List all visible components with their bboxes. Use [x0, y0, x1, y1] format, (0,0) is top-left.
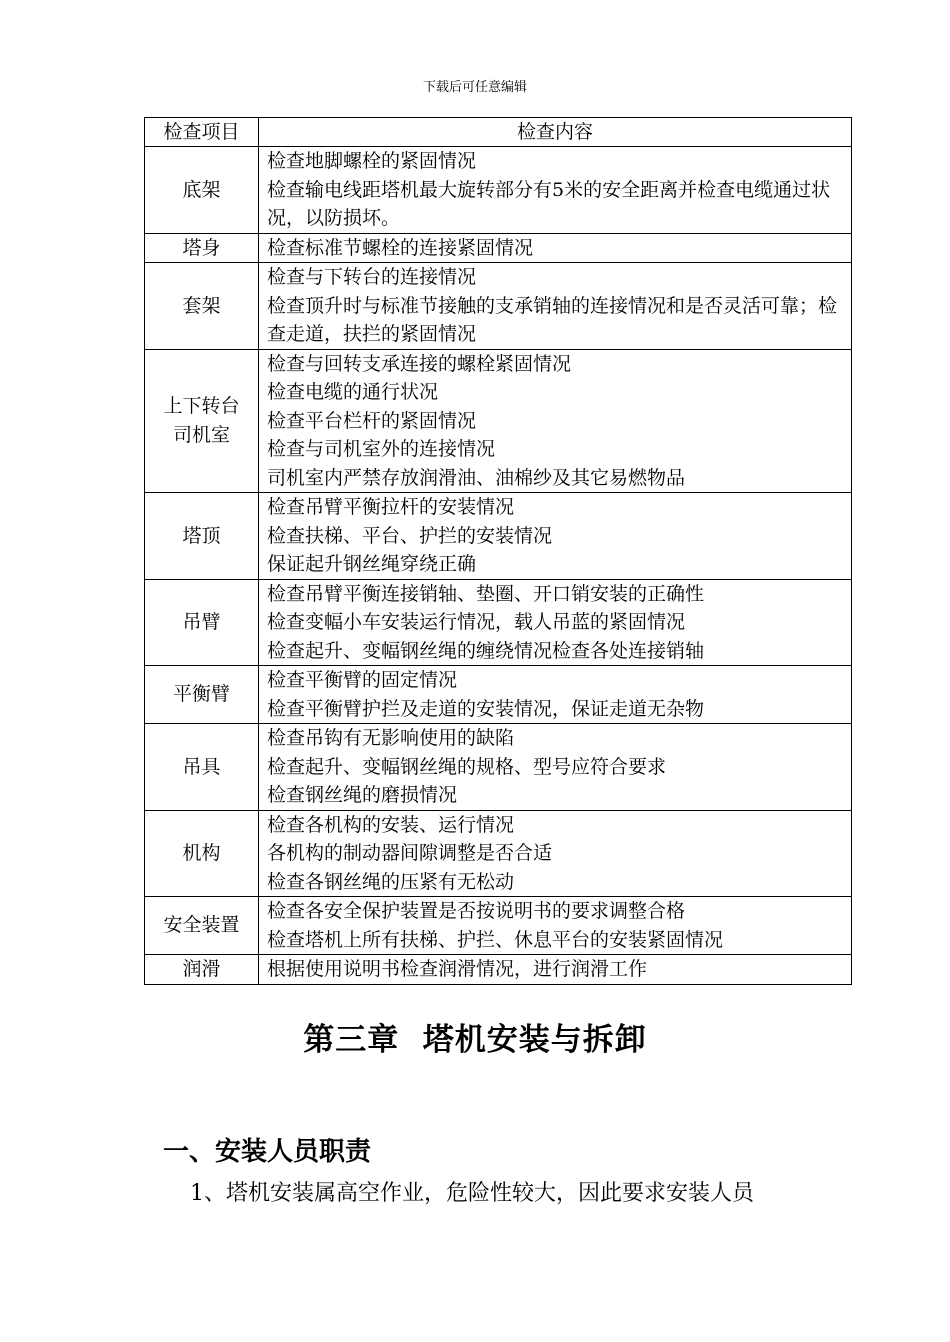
- inspection-item-cell: [145, 666, 259, 724]
- inspection-content-line: 司机室内严禁存放润滑油、油棉纱及其它易燃物品: [267, 466, 686, 489]
- chapter-title: 第三章 塔机安装与拆卸: [303, 1022, 647, 1058]
- inspection-item-label: 上下转台: [163, 395, 240, 418]
- page-header-note: 下载后可任意编辑: [422, 80, 527, 95]
- inspection-content-line: 根据使用说明书检查润滑情况，进行润滑工作: [267, 958, 648, 980]
- inspection-item-label: 润滑: [182, 958, 221, 980]
- inspection-content-line: 检查塔机上所有扶梯、护拦、休息平台的安装紧固情况: [267, 928, 724, 951]
- inspection-content-cell: [259, 147, 852, 234]
- inspection-content-line: 检查电缆的通行状况: [267, 381, 439, 403]
- inspection-item-cell: [145, 579, 259, 666]
- inspection-content-line: 检查平衡臂的固定情况: [267, 669, 458, 691]
- inspection-content-cell: [259, 810, 852, 897]
- inspection-content-line: 检查各机构的安装、运行情况: [267, 813, 515, 836]
- column-header-content: 检查内容: [259, 118, 852, 147]
- inspection-item-label: 安全装置: [163, 914, 240, 937]
- inspection-item-cell: [145, 349, 259, 493]
- inspection-item-cell: [145, 263, 259, 350]
- table-row: [145, 810, 852, 897]
- inspection-content-line: 检查各钢丝绳的压紧有无松动: [267, 870, 515, 893]
- inspection-content-line: 检查标准节螺栓的连接紧固情况: [267, 236, 534, 259]
- inspection-item-label: 吊臂: [182, 611, 221, 633]
- inspection-item-cell: [145, 233, 259, 263]
- inspection-content-line: 检查各安全保护装置是否按说明书的要求调整合格: [267, 900, 686, 922]
- inspection-content-line: 检查与司机室外的连接情况: [267, 438, 496, 460]
- table-row: [145, 724, 852, 811]
- inspection-content-line: 检查扶梯、平台、护拦的安装情况: [267, 524, 553, 547]
- inspection-item-label: 塔身: [182, 236, 221, 259]
- table-row: [145, 666, 852, 724]
- table-row: [145, 897, 852, 955]
- table-header-row: [145, 118, 852, 147]
- inspection-content-line: 检查变幅小车安装运行情况，载人吊蓝的紧固情况: [267, 611, 686, 633]
- inspection-content-cell: [259, 263, 852, 350]
- inspection-item-label: 塔顶: [182, 524, 221, 547]
- inspection-content-line: 检查地脚螺栓的紧固情况: [267, 150, 477, 172]
- inspection-content-cell: [259, 233, 852, 263]
- inspection-content-cell: [259, 666, 852, 724]
- inspection-table: [144, 117, 852, 985]
- inspection-item-label: 套架: [182, 294, 221, 317]
- inspection-content-line: 检查顶升时与标准节接触的支承销轴的连接情况和是否灵活可靠；检查走道，扶拦的紧固情况: [267, 294, 838, 345]
- table-row: [145, 349, 852, 493]
- inspection-content-cell: [259, 579, 852, 666]
- column-header-item: 检查项目: [145, 118, 259, 147]
- inspection-item-cell: [145, 897, 259, 955]
- inspection-content-line: 检查与回转支承连接的螺栓紧固情况: [267, 352, 572, 375]
- inspection-content-line: 各机构的制动器间隙调整是否合适: [267, 842, 553, 864]
- inspection-content-cell: [259, 349, 852, 493]
- inspection-item-label: 底架: [182, 178, 221, 201]
- inspection-content-cell: [259, 724, 852, 811]
- inspection-item-label: 机构: [182, 842, 221, 864]
- inspection-item-cell: [145, 147, 259, 234]
- table-body: [145, 147, 852, 985]
- table-row: [145, 493, 852, 580]
- inspection-content-line: 检查吊臂平衡连接销轴、垫圈、开口销安装的正确性: [267, 582, 705, 605]
- inspection-content-line: 检查钢丝绳的磨损情况: [267, 784, 458, 806]
- inspection-content-line: 检查与下转台的连接情况: [267, 266, 477, 288]
- inspection-content-line: 检查吊钩有无影响使用的缺陷: [267, 727, 515, 749]
- inspection-content-cell: [259, 493, 852, 580]
- inspection-item-cell: [145, 810, 259, 897]
- inspection-item-label: 平衡臂: [172, 683, 230, 706]
- inspection-item-label: 吊具: [182, 755, 221, 778]
- table-row: [145, 147, 852, 234]
- table-row: [145, 579, 852, 666]
- inspection-item-cell: [145, 493, 259, 580]
- inspection-content-line: 检查平台栏杆的紧固情况: [267, 409, 477, 432]
- table-row: [145, 955, 852, 985]
- inspection-content-line: 检查吊臂平衡拉杆的安装情况: [267, 496, 515, 518]
- inspection-content-cell: [259, 955, 852, 985]
- table-row: [145, 233, 852, 263]
- section-title: 一、安装人员职责: [163, 1137, 372, 1167]
- inspection-item-label: 司机室: [172, 423, 230, 446]
- inspection-content-line: 保证起升钢丝绳穿绕正确: [267, 553, 477, 575]
- inspection-item-cell: [145, 724, 259, 811]
- inspection-content-line: 检查起升、变幅钢丝绳的规格、型号应符合要求: [267, 755, 667, 778]
- inspection-content-line: 检查平衡臂护拦及走道的安装情况，保证走道无杂物: [267, 697, 705, 720]
- table-row: [145, 263, 852, 350]
- inspection-content-line: 检查输电线距塔机最大旋转部分有5米的安全距离并检查电缆通过状况，以防损坏。: [267, 178, 831, 229]
- inspection-content-cell: [259, 897, 852, 955]
- inspection-item-cell: [145, 955, 259, 985]
- body-paragraph: 1、塔机安装属高空作业，危险性较大，因此要求安装人员: [190, 1181, 754, 1206]
- inspection-content-line: 检查起升、变幅钢丝绳的缠绕情况检查各处连接销轴: [267, 639, 705, 662]
